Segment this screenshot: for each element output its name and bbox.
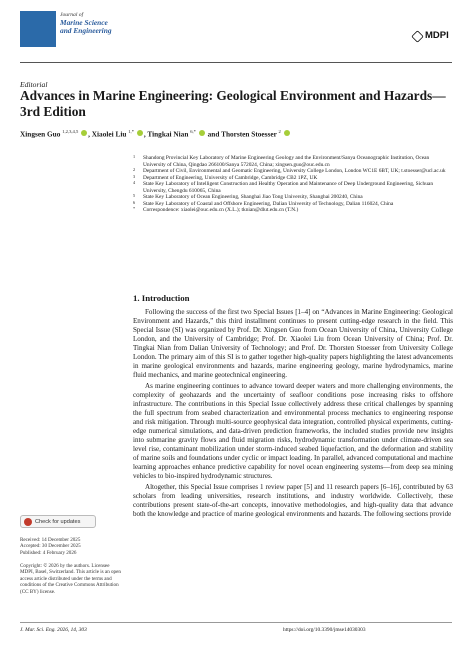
orcid-icon[interactable] (81, 130, 87, 136)
article-title: Advances in Marine Engineering: Geological Environment and Hazards—3rd Edition (20, 88, 446, 120)
body-text (133, 308, 453, 521)
affiliation-number: 2 (133, 167, 136, 172)
affiliation-number: 6 (133, 199, 136, 205)
affiliation-text: Department of Civil, Environmental and Geomatic Engineering, University College London, London WC1E 6BT, UK; t.stoesser@ucl.ac.uk (143, 168, 446, 174)
affiliation-number: 1 (133, 154, 136, 159)
affiliation-text: Department of Engineering, University of Cambridge, Cambridge CB2 1PZ, UK (143, 174, 318, 181)
affiliation-number: 4 (133, 180, 136, 185)
orcid-icon[interactable] (199, 130, 205, 136)
section-heading: 1. Introduction (133, 293, 190, 303)
affiliation-item (133, 155, 453, 168)
affiliation-text: Shandong Provincial Key Laboratory of Marine Engineering Geology and the Environment/Sanya Oceanographic Institution, Ocean University of China, Qingdao 266100/Sanya 572024, China; xingsen.guo@ouc.edu.cn (143, 155, 430, 168)
affiliation-text: State Key Laboratory of Coastal and Offshore Engineering, Dalian University of Technology, Dalian 116024, China (143, 200, 394, 207)
update-icon (24, 518, 32, 526)
affiliation-text: State Key Laboratory of Ocean Engineering, Shanghai Jiao Tong University, Shanghai 200240, China (143, 194, 363, 200)
citation: J. Mar. Sci. Eng. 2026, 14, 303 (20, 627, 87, 633)
journal-name-line1: Marine Science (60, 18, 108, 27)
journal-logo (20, 11, 56, 47)
affiliation-number: * (133, 206, 136, 211)
check-for-updates-label: Check for updates (35, 518, 81, 525)
publisher-logo (412, 30, 449, 43)
publisher-name: MDPI (425, 30, 449, 41)
affiliation-text: Correspondence: xiaolei@ouc.edu.cn (X.L.); tknian@dlut.edu.cn (T.N.) (143, 207, 299, 213)
author-list: Xingsen Guo $^{1,2,3,4,5}$ , Xiaolei Liu $^{1,*}$ , Tingkai Nian $^{6,*}$ and Thorsten Stoesser $^2$ (20, 129, 460, 138)
accepted-date: Accepted: 30 December 2025 (20, 543, 81, 550)
author-name[interactable]: Xiaolei Liu (91, 129, 127, 139)
check-for-updates-button[interactable] (20, 515, 96, 528)
journal-prefix: Journal of (60, 12, 84, 18)
journal-name (60, 19, 170, 36)
footer-divider (20, 622, 452, 623)
affiliation-text: State Key Laboratory of Intelligent Construction and Healthy Operation and Maintenance of Deep Underground Engineering, Sichuan University, Chengdu 610065, China (143, 181, 434, 194)
paragraph: Following the success of the first two Special Issues [1–4] on “Advances in Marine Engineering: Geological Environment and Hazards,” this third installment continues to present cutting-edge research in the field. This Special Issue (SI) was organized by Prof. Dr. Xingsen Guo from Ocean University of China, University College London, and the University of Cambridge; Prof. Dr. Xiaolei Liu from Ocean University of China; Prof. Dr. Tingkai Nian from Dalian University of Technology; and Prof. Dr. Thorsten Stoesser from University College London. The primary aim of this SI is to gather together high-quality papers highlighting the latest advancements in marine geological environments and hazards, marine engineering geology, marine hydrodynamics, marine fluid mechanics, and marine geotechnical engineering. (133, 308, 453, 380)
author-affil-sup: 1,2,3,4,5 (62, 129, 79, 134)
affiliation-number: 3 (133, 173, 136, 179)
affiliation-item (133, 181, 453, 194)
affiliation-list (133, 155, 453, 214)
published-date: Published: 4 February 2026 (20, 549, 77, 556)
article-dates (20, 537, 124, 556)
author-name[interactable]: Tingkai Nian (147, 129, 189, 139)
orcid-icon[interactable] (284, 130, 290, 136)
mdpi-icon (411, 30, 423, 42)
paragraph: As marine engineering continues to advance toward deeper waters and more challenging environments, the complexity of geohazards and the uncertainty of seafloor conditions pose increasing risks to offshore infrastructure. The contributions in this Special Issue collectively address these critical challenges by spanning the full spectrum from seabed characterization and environmental process mechanics to engineering response and risk mitigation. Through multi-source geophysical data integration, controlled physical experiments, cutting-edge numerical simulations, and data-driven prediction frameworks, the included studies provide new insights into submarine gravity flows and fluid migration risks, hydrodynamic transformation under climate-driven sea level rise, contaminant mobilization under storm-induced seabed liquefaction, and the deformation and stability of marine soils and foundations under cyclic or impact loading. In parallel, advanced computational and machine learning approaches enhance predictive capability for novel ocean engineering systems—from deep sea mining vehicles to bio-inspired hydrodynamic structures. (133, 381, 453, 481)
author-affil-sup: 2 (278, 129, 281, 134)
orcid-icon[interactable] (137, 130, 143, 136)
author-affil-sup: 6,* (190, 129, 196, 134)
article-type: Editorial (20, 80, 48, 89)
author-affil-sup: 1,* (128, 129, 134, 134)
paragraph: Altogether, this Special Issue comprises 1 review paper [5] and 11 research papers [6–16], contributed by 63 scholars from leading universities, research institutions, and industry worldwide. Collectively, these contributions present state-of-the-art concepts, innovative methodologies, and high-quality data that advance both the knowledge and practice of marine geological environments and hazards. The following sections provide (133, 482, 453, 519)
correspondence (133, 207, 453, 214)
header-divider (20, 62, 452, 63)
doi-link[interactable]: https://doi.org/10.3390/jmse14030303 (283, 627, 366, 633)
copyright-notice: Copyright: © 2026 by the authors. Licensee MDPI, Basel, Switzerland. This article is an open access article distributed under the terms and conditions of the Creative Commons Attribution (CC BY) license. (20, 563, 121, 595)
author-name[interactable]: Xingsen Guo (20, 129, 61, 139)
journal-name-line2: and Engineering (60, 26, 112, 36)
affiliation-number: 5 (133, 193, 136, 198)
author-name[interactable]: Thorsten Stoesser (221, 129, 277, 139)
received-date: Received: 14 December 2025 (20, 537, 81, 543)
